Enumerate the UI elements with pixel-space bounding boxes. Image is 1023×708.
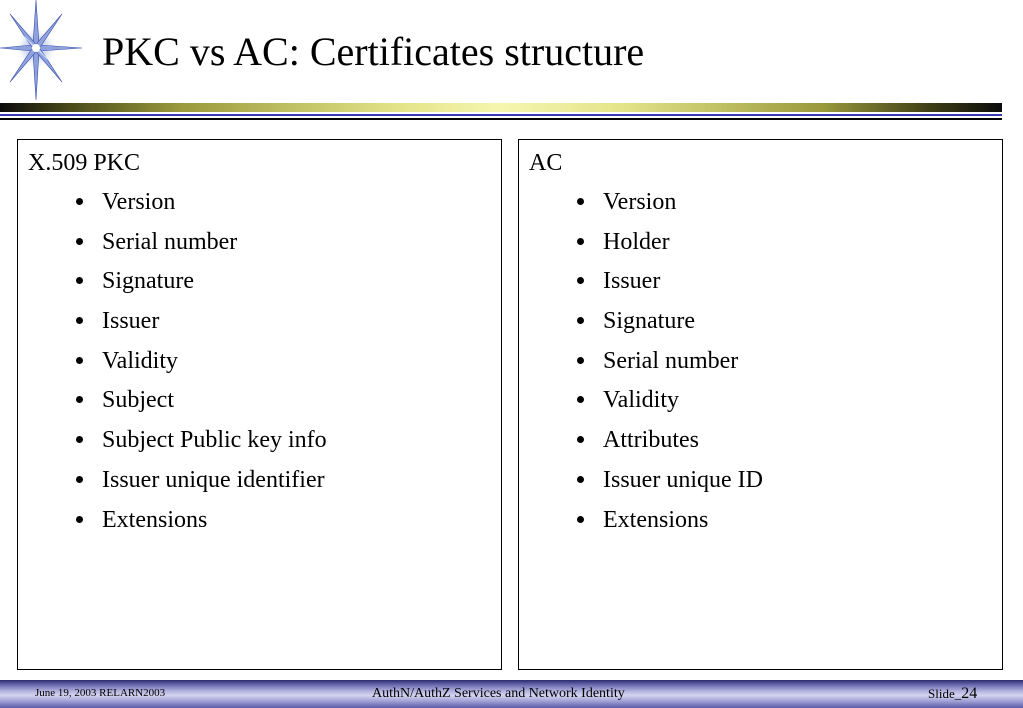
list-item	[575, 187, 763, 227]
bullet-icon	[577, 357, 584, 364]
ac-field-label: Attributes	[603, 427, 699, 454]
bullet-icon	[76, 476, 83, 483]
pkc-field-label: Subject Public key info	[102, 427, 327, 454]
pkc-field-label: Extensions	[102, 506, 208, 533]
pkc-field-label: Serial number	[102, 228, 238, 255]
pkc-field-label: Signature	[102, 268, 194, 295]
pkc-field-list	[74, 187, 327, 544]
ac-field-label: Extensions	[603, 506, 709, 533]
list-item	[74, 425, 327, 465]
list-item	[74, 187, 327, 227]
ac-field-label: Issuer unique ID	[603, 466, 763, 493]
pkc-field-label: Version	[102, 189, 176, 215]
bullet-icon	[76, 238, 83, 245]
ac-field-label: Validity	[603, 387, 679, 414]
list-item	[74, 465, 327, 505]
list-item	[575, 346, 763, 386]
list-item	[575, 505, 763, 545]
ac-field-label: Serial number	[603, 347, 739, 374]
pkc-field-label: Issuer unique identifier	[102, 466, 325, 493]
pkc-field-label: Issuer	[102, 308, 160, 335]
slide-number-label: Slide_	[928, 686, 962, 701]
bullet-icon	[577, 436, 584, 443]
star-burst-icon	[0, 0, 84, 104]
ac-heading: AC	[529, 150, 563, 176]
ac-field-label: Holder	[603, 228, 670, 255]
bullet-icon	[577, 396, 584, 403]
list-item	[74, 385, 327, 425]
pkc-field-label: Subject	[102, 387, 174, 414]
title-rule-black	[0, 118, 1002, 120]
slide-number	[928, 684, 977, 704]
bullet-icon	[76, 198, 83, 205]
list-item	[74, 346, 327, 386]
bullet-icon	[76, 357, 83, 364]
ac-box	[518, 139, 1003, 670]
list-item	[575, 425, 763, 465]
list-item	[74, 306, 327, 346]
ac-field-list	[575, 187, 763, 544]
bullet-icon	[76, 396, 83, 403]
list-item	[575, 227, 763, 267]
ac-field-label: Version	[603, 189, 677, 215]
title-rule-blue	[0, 114, 1002, 116]
bullet-icon	[577, 198, 584, 205]
pkc-field-label: Validity	[102, 347, 178, 374]
list-item	[575, 306, 763, 346]
slide-title: PKC vs AC: Certificates structure	[102, 29, 645, 74]
footer-date-event: June 19, 2003 RELARN2003	[35, 687, 166, 699]
bullet-icon	[577, 277, 584, 284]
bullet-icon	[577, 476, 584, 483]
footer-presentation-title: AuthN/AuthZ Services and Network Identity	[372, 686, 625, 701]
title-rule-gradient	[0, 103, 1002, 112]
list-item	[575, 465, 763, 505]
ac-field-label: Issuer	[603, 268, 661, 295]
list-item	[575, 385, 763, 425]
bullet-icon	[577, 317, 584, 324]
pkc-box	[17, 139, 502, 670]
bullet-icon	[76, 436, 83, 443]
bullet-icon	[76, 317, 83, 324]
list-item	[575, 266, 763, 306]
pkc-heading: X.509 PKC	[28, 150, 141, 176]
bullet-icon	[577, 238, 584, 245]
bullet-icon	[76, 277, 83, 284]
slide-number-value: 24	[961, 685, 978, 702]
bullet-icon	[577, 516, 584, 523]
bullet-icon	[76, 516, 83, 523]
list-item	[74, 227, 327, 267]
ac-field-label: Signature	[603, 308, 695, 335]
list-item	[74, 266, 327, 306]
list-item	[74, 505, 327, 545]
